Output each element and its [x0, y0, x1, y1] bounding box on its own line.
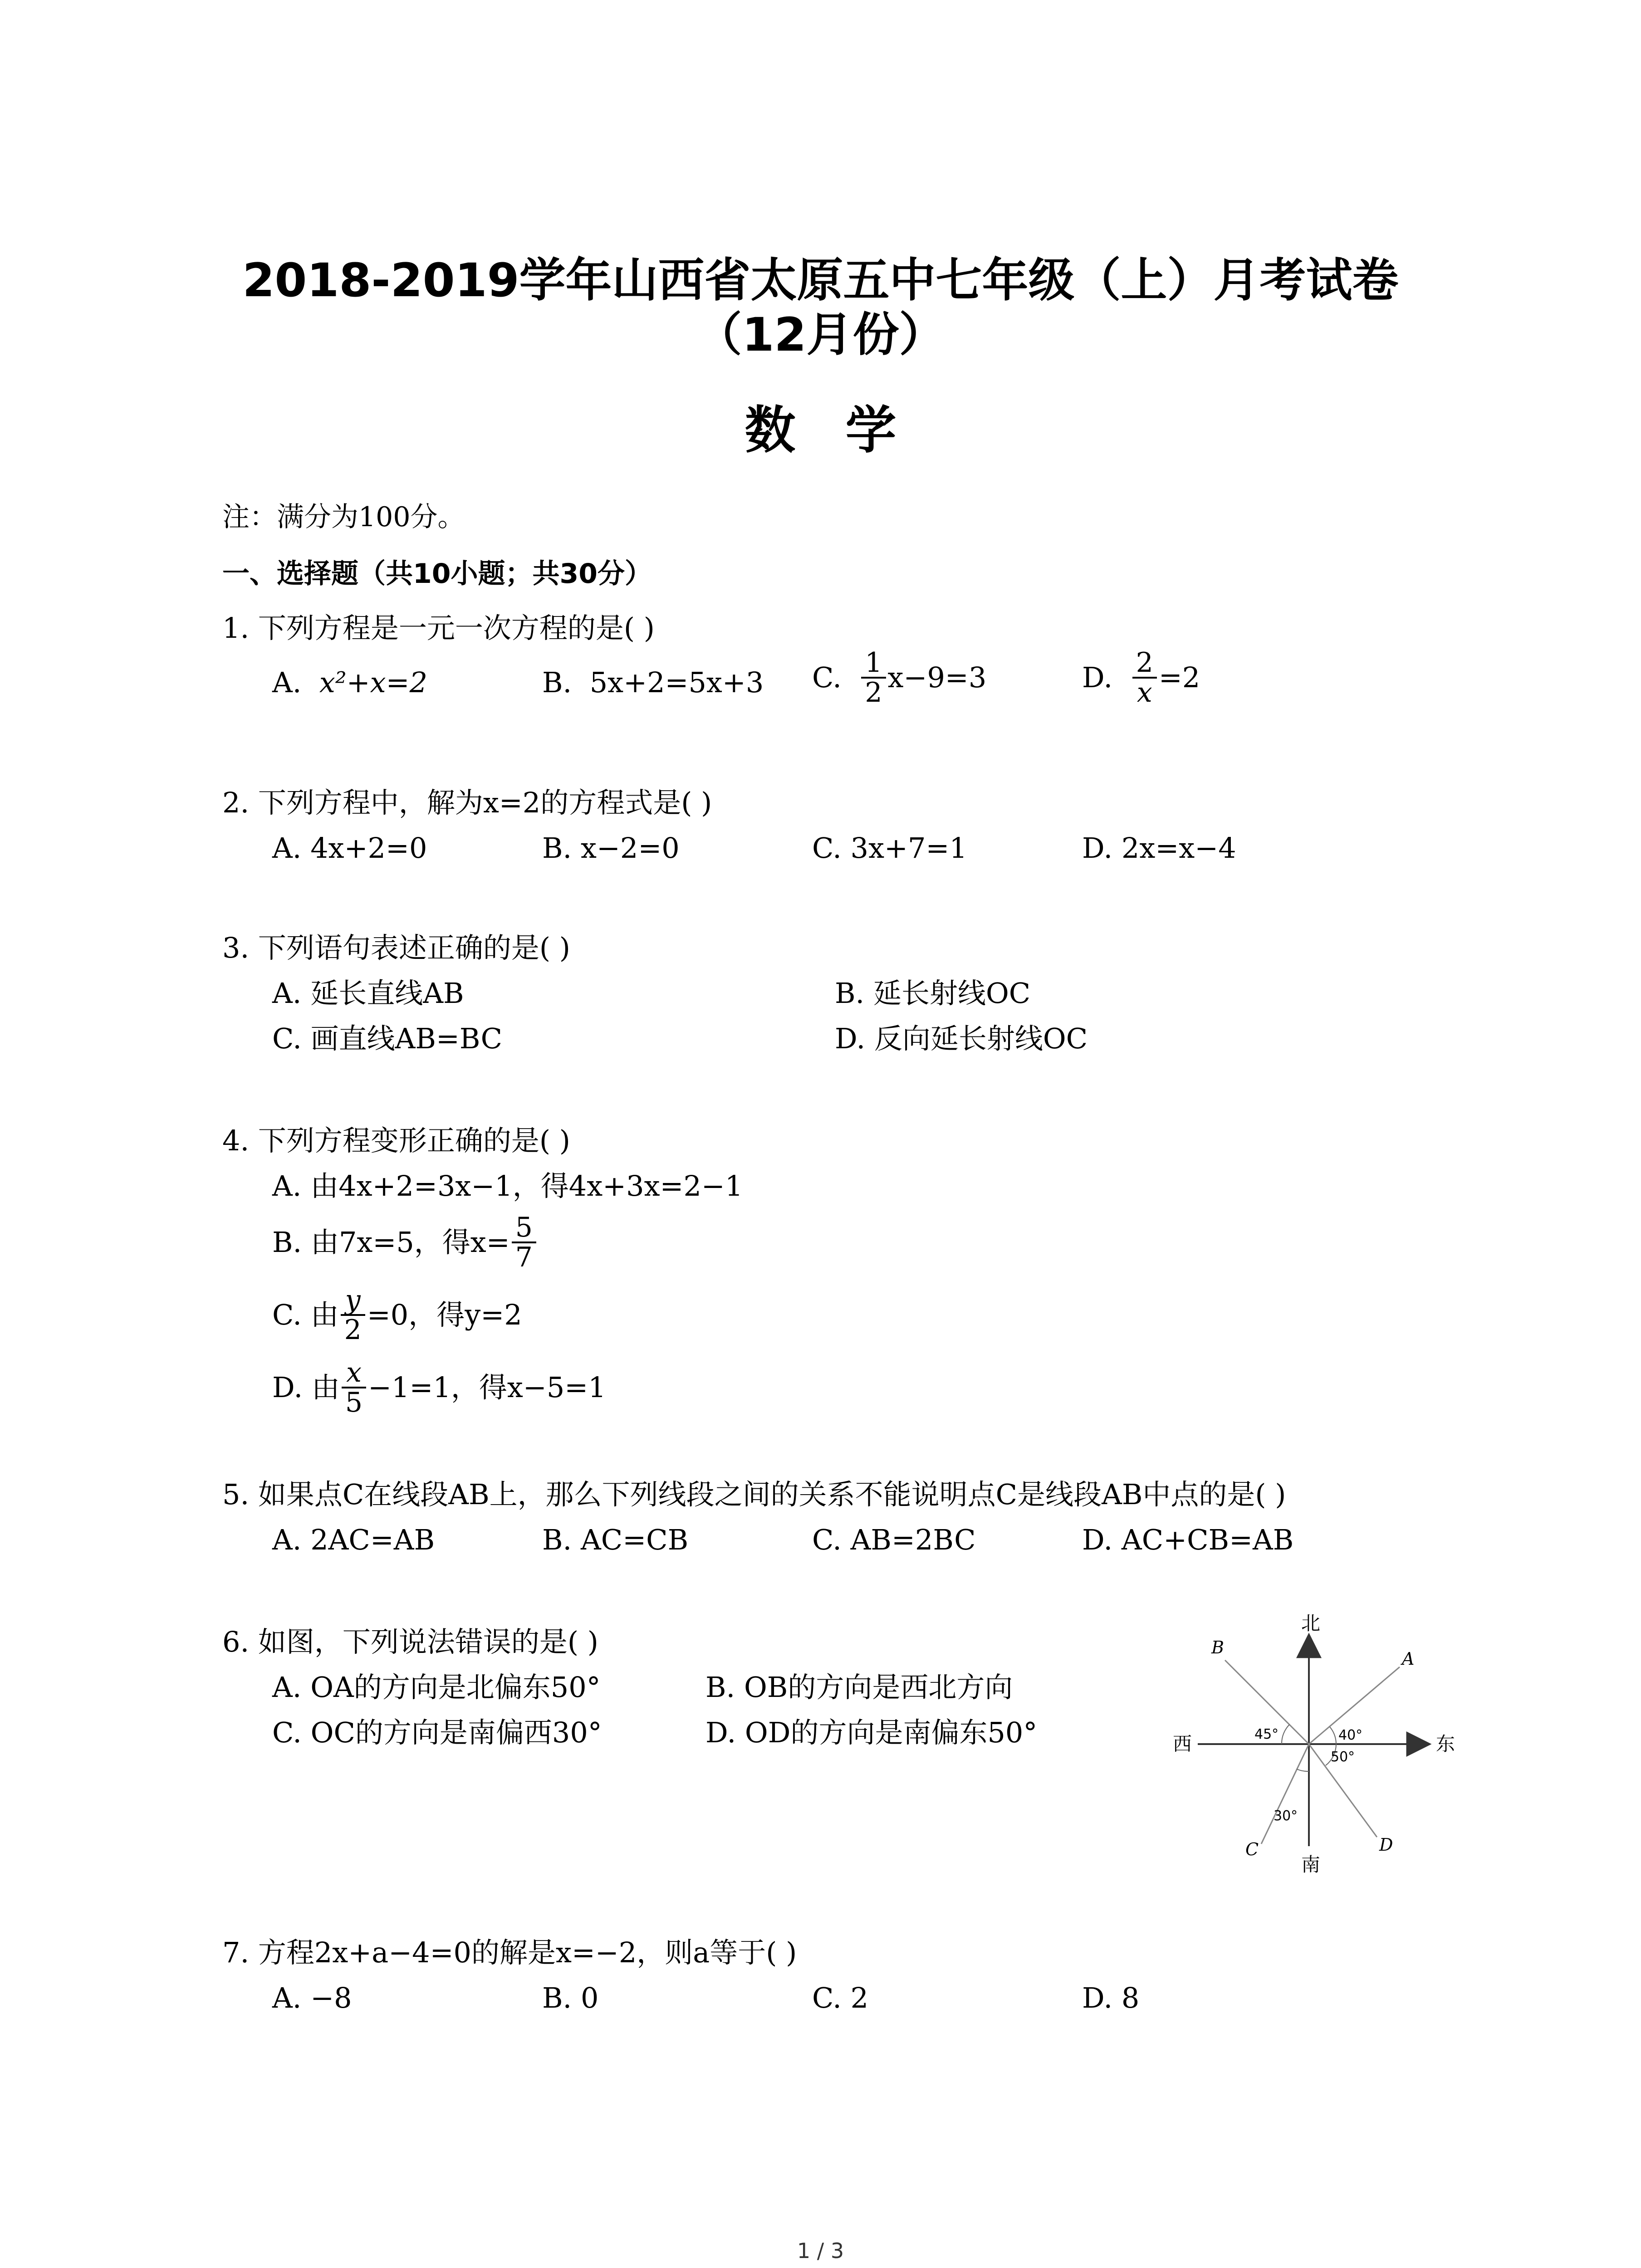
question-3-option-a[interactable]: A. 延长直线AB [272, 977, 464, 1010]
option-c-text: x−9=3 [887, 661, 987, 694]
question-6-option-c[interactable]: C. OC的方向是南偏西30° [272, 1716, 602, 1749]
question-5-option-c[interactable]: C. AB=2BC [812, 1523, 976, 1556]
question-3-stem: 3. 下列语句表述正确的是( ) [222, 931, 570, 964]
question-2-stem: 2. 下列方程中，解为x=2的方程式是( ) [222, 786, 712, 819]
option-c-label: C. [812, 661, 842, 694]
option-c-suffix: =0，得y=2 [367, 1298, 522, 1331]
question-6-stem: 6. 如图，下列说法错误的是( ) [222, 1625, 598, 1658]
option-b-text: 5x+2=5x+3 [589, 666, 764, 699]
section-heading: 一、选择题（共10小题；共30分） [222, 558, 652, 590]
question-1-option-d[interactable] [1082, 649, 1200, 707]
option-d-text: =2 [1158, 661, 1200, 694]
angle-40-label: 40° [1338, 1727, 1363, 1743]
question-6-option-a[interactable]: A. OA的方向是北偏东50° [272, 1671, 601, 1704]
angle-50-label: 50° [1331, 1749, 1355, 1765]
question-7-option-d[interactable]: D. 8 [1082, 1981, 1140, 2014]
question-7-option-c[interactable]: C. 2 [812, 1981, 869, 2014]
compass-diagram [1173, 1608, 1463, 1880]
angle-45-label: 45° [1254, 1726, 1279, 1742]
option-c-prefix: C. 由 [272, 1298, 339, 1331]
question-4-stem: 4. 下列方程变形正确的是( ) [222, 1124, 570, 1157]
question-2-option-b[interactable]: B. x−2=0 [542, 831, 680, 865]
question-1-option-b[interactable] [542, 667, 764, 699]
question-4-option-c[interactable] [272, 1286, 522, 1344]
point-b-label: B [1211, 1637, 1224, 1657]
point-a-label: A [1402, 1649, 1415, 1669]
point-c-label: C [1245, 1839, 1259, 1859]
question-5-stem: 5. 如果点C在线段AB上，那么下列线段之间的关系不能说明点C是线段AB中点的是( ) [222, 1478, 1286, 1511]
question-4-option-a[interactable]: A. 由4x+2=3x−1，得4x+3x=2−1 [272, 1169, 743, 1202]
west-label: 西 [1173, 1733, 1192, 1755]
fraction-one-half: $\frac{1}{2}$ [861, 649, 886, 707]
option-d-prefix: D. 由 [272, 1371, 340, 1404]
question-6-option-b[interactable]: B. OB的方向是西北方向 [705, 1671, 1013, 1704]
question-1-stem: 1. 下列方程是一元一次方程的是( ) [222, 611, 655, 645]
question-3-option-c[interactable]: C. 画直线AB=BC [272, 1022, 503, 1055]
question-2-option-a[interactable]: A. 4x+2=0 [272, 831, 427, 865]
note: 注：满分为100分。 [222, 501, 465, 533]
point-d-label: D [1379, 1835, 1393, 1855]
question-5-option-b[interactable]: B. AC=CB [542, 1523, 689, 1556]
page-number: 1 / 3 [797, 2239, 844, 2263]
question-2-option-d[interactable]: D. 2x=x−4 [1082, 831, 1236, 865]
option-b-text: B. 由7x=5，得x= [272, 1226, 510, 1259]
option-d-suffix: −1=1，得x−5=1 [368, 1371, 606, 1404]
question-3-option-b[interactable]: B. 延长射线OC [835, 977, 1031, 1010]
question-7-option-b[interactable]: B. 0 [542, 1981, 599, 2014]
option-b-label: B. [542, 666, 572, 699]
option-d-label: D. [1082, 661, 1113, 694]
question-1-option-a[interactable] [272, 667, 427, 699]
question-1-option-c[interactable] [812, 649, 986, 707]
ray-oc [1261, 1744, 1309, 1844]
fraction-y-over-two: $\frac{y}{2}$ [341, 1286, 365, 1344]
exam-title-month: （12月份） [696, 308, 945, 362]
question-5-option-d[interactable]: D. AC+CB=AB [1082, 1523, 1294, 1556]
fraction-five-sevenths: $\frac{5}{7}$ [512, 1213, 536, 1271]
question-7-option-a[interactable]: A. −8 [272, 1981, 352, 2014]
fraction-x-over-five: $\frac{x}{5}$ [342, 1359, 366, 1417]
fraction-two-over-x: $\frac{2}{x}$ [1132, 649, 1157, 707]
option-a-text: x²+x=2 [319, 666, 428, 699]
angle-30-label: 30° [1274, 1808, 1298, 1824]
east-label: 东 [1436, 1733, 1455, 1755]
option-a-label: A. [272, 666, 302, 699]
subject-title: 数学 [745, 401, 946, 460]
question-3-option-d[interactable]: D. 反向延长射线OC [835, 1022, 1088, 1055]
exam-title: 2018-2019学年山西省太原五中七年级（上）月考试卷 [242, 254, 1399, 308]
question-7-stem: 7. 方程2x+a−4=0的解是x=−2，则a等于( ) [222, 1936, 797, 1969]
south-label: 南 [1301, 1853, 1321, 1876]
question-4-option-b[interactable] [272, 1213, 538, 1271]
question-4-option-d[interactable] [272, 1359, 606, 1417]
question-2-option-c[interactable]: C. 3x+7=1 [812, 831, 967, 865]
question-5-option-a[interactable]: A. 2AC=AB [272, 1523, 435, 1556]
north-label: 北 [1301, 1612, 1321, 1634]
question-6-option-d[interactable]: D. OD的方向是南偏东50° [705, 1716, 1038, 1749]
